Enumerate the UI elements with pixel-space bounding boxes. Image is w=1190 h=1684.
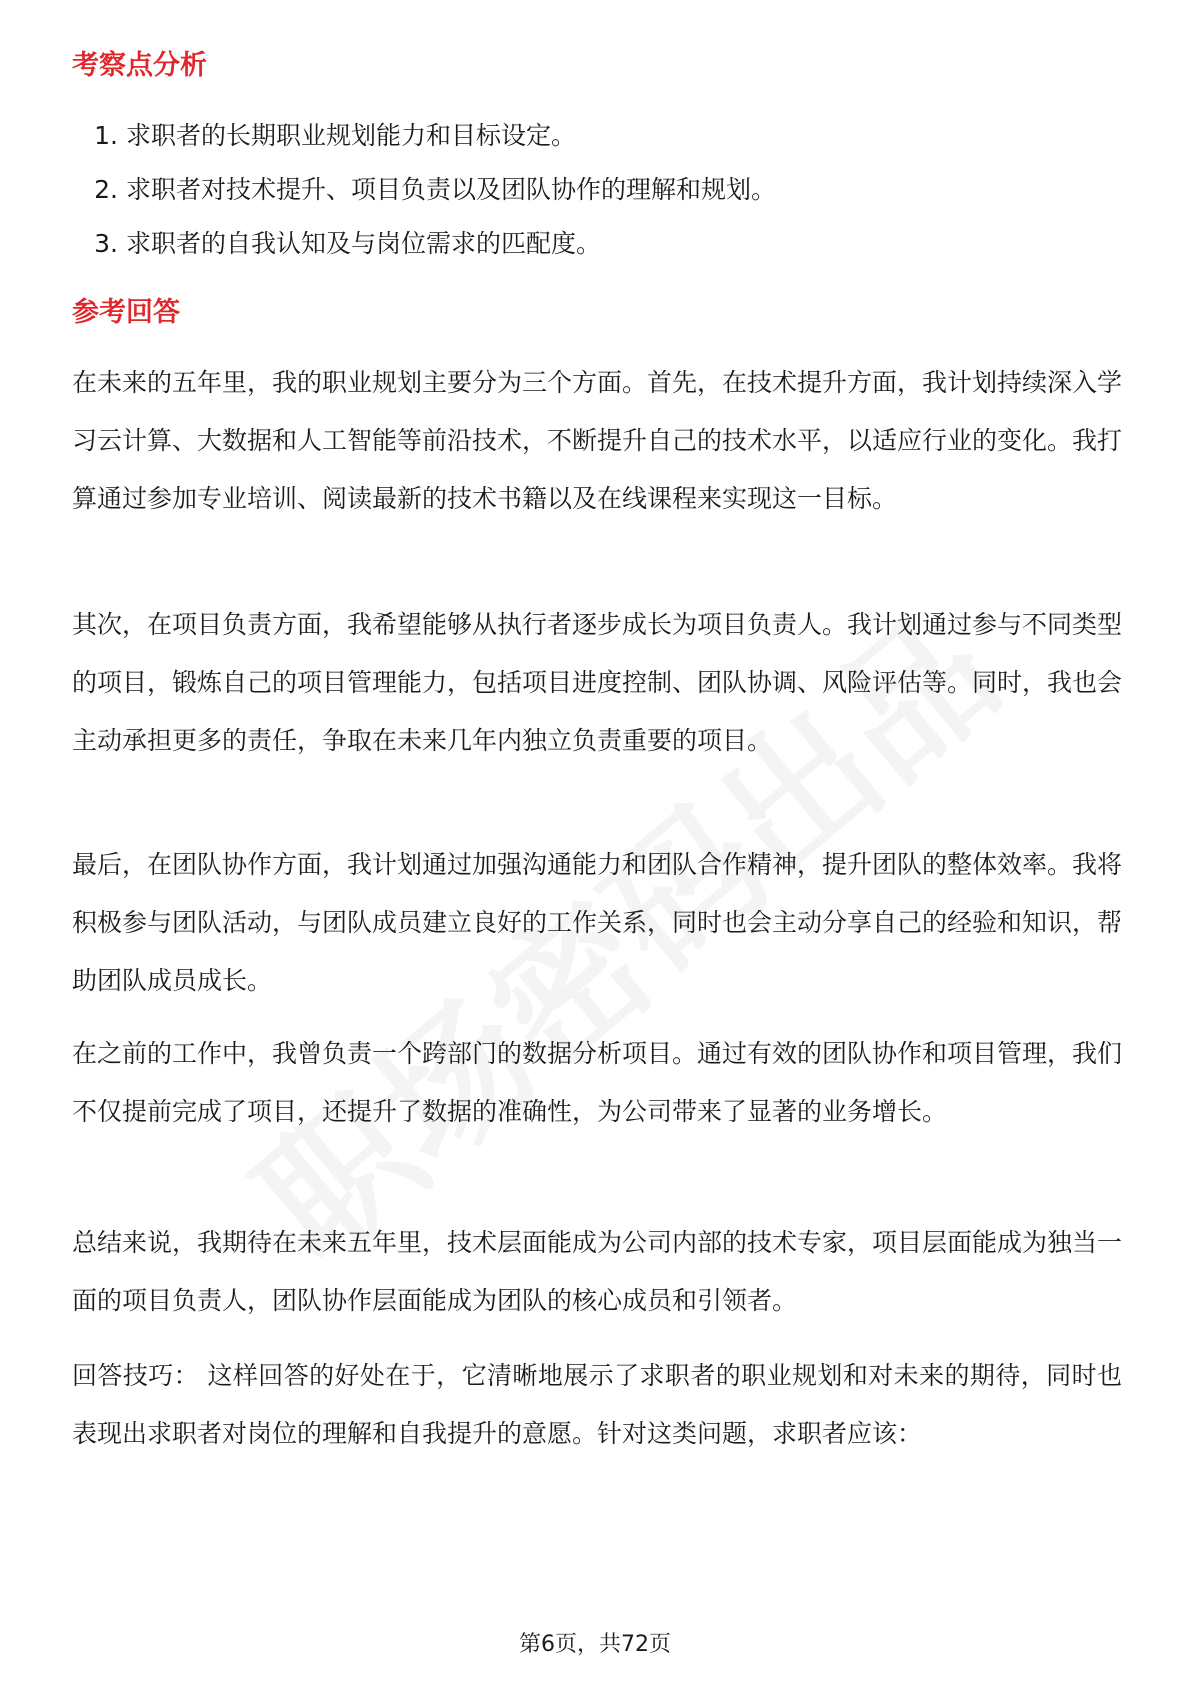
list-item (72, 226, 601, 262)
list-item (72, 118, 576, 154)
answer-paragraph: 总结来说，我期待在未来五年里，技术层面能成为公司内部的技术专家，项目层面能成为独当一面的项目负责人，团队协作层面能成为团队的核心成员和引领者。 (72, 1228, 1123, 1315)
list-text: 求职者的长期职业规划能力和目标设定。 (126, 121, 577, 150)
section-title-answer: 参考回答 (72, 297, 180, 328)
section-title-analysis: 考察点分析 (72, 50, 207, 81)
list-number: 1. (94, 121, 118, 150)
page-number: 第6页，共72页 (519, 1632, 671, 1657)
list-number: 3. (94, 229, 118, 258)
tips-paragraph: 回答技巧： 这样回答的好处在于，它清晰地展示了求职者的职业规划和对未来的期待，同时也表现出求职者对岗位的理解和自我提升的意愿。针对这类问题，求职者应该： (72, 1361, 1122, 1448)
answer-paragraph: 在之前的工作中，我曾负责一个跨部门的数据分析项目。通过有效的团队协作和项目管理，我们不仅提前完成了项目，还提升了数据的准确性，为公司带来了显著的业务增长。 (72, 1039, 1123, 1126)
list-item (72, 172, 776, 208)
list-text: 求职者对技术提升、项目负责以及团队协作的理解和规划。 (126, 175, 777, 204)
list-text: 求职者的自我认知及与岗位需求的匹配度。 (126, 229, 602, 258)
answer-paragraph: 其次，在项目负责方面，我希望能够从执行者逐步成长为项目负责人。我计划通过参与不同类型的项目，锻炼自己的项目管理能力，包括项目进度控制、团队协调、风险评估等。同时，我也会主动承担更多的责任，争取在未来几年内独立负责重要的项目。 (72, 610, 1123, 755)
answer-paragraph: 最后，在团队协作方面，我计划通过加强沟通能力和团队合作精神，提升团队的整体效率。我将积极参与团队活动，与团队成员建立良好的工作关系，同时也会主动分享自己的经验和知识，帮助团队成员成长。 (72, 850, 1123, 995)
answer-paragraph: 在未来的五年里，我的职业规划主要分为三个方面。首先，在技术提升方面，我计划持续深入学习云计算、大数据和人工智能等前沿技术，不断提升自己的技术水平，以适应行业的变化。我打算通过参加专业培训、阅读最新的技术书籍以及在线课程来实现这一目标。 (72, 368, 1123, 513)
list-number: 2. (94, 175, 118, 204)
